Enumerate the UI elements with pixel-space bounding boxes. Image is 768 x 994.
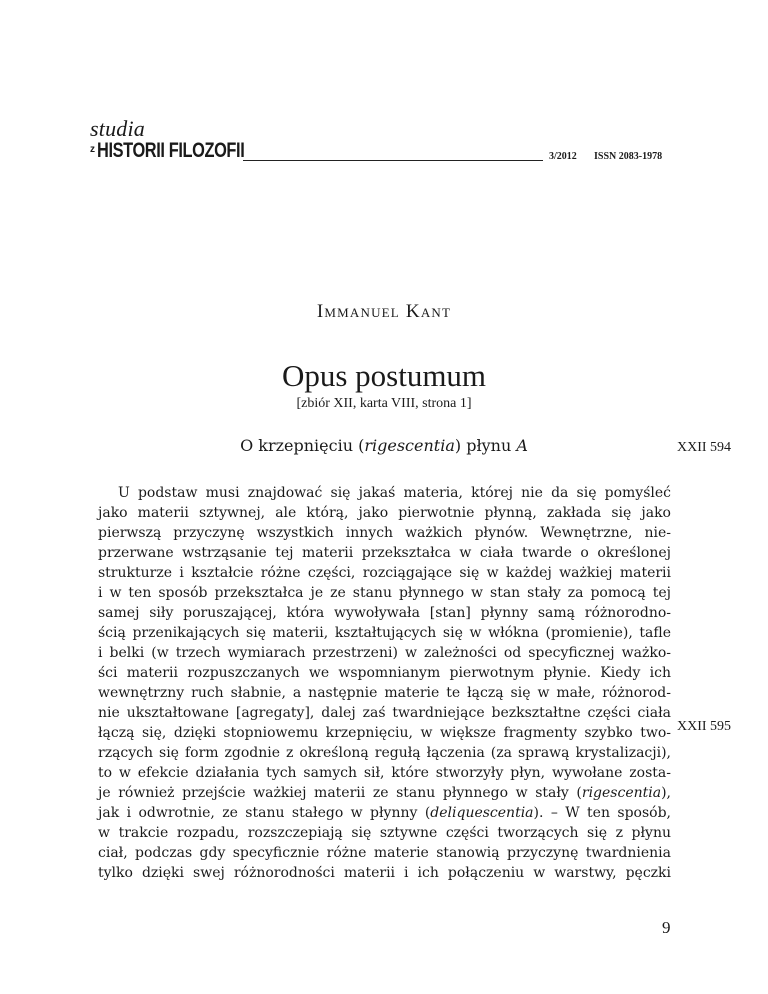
- text-line-part: jak i odwrotnie, ze stanu stałego w płynny (: [98, 805, 431, 821]
- text-line-part: ). – W ten sposób,: [533, 805, 671, 821]
- text-line: [98, 783, 671, 803]
- section-heading-mid: ) płynu: [454, 436, 517, 455]
- logo-studia: studia: [90, 116, 145, 141]
- page-number: 9: [662, 918, 671, 937]
- text-line: jako materii sztywnej, ale którą, jako pierwotnie płynną, zakłada się jako: [98, 505, 671, 521]
- article-title: Opus postumum: [281, 358, 487, 393]
- logo-historii-filozofii: HISTORII FILOZOFII: [97, 139, 245, 162]
- issn: ISSN 2083-1978: [594, 151, 663, 162]
- text-line: łączą się, dzięki stopniowemu krzepnięciu, w większe fragmenty szybko two-: [98, 725, 671, 741]
- issue-number: 3/2012: [549, 151, 577, 162]
- text-line: i w ten sposób przekształca je ze stanu płynnego w stan stały za pomocą tej: [98, 585, 671, 601]
- margin-note: XXII 594: [677, 440, 732, 455]
- section-heading-letter: A: [516, 436, 528, 455]
- text-line: strukturze i kształcie różne części, rozciągające się w każdej ważkiej materii: [98, 565, 671, 581]
- logo-row: [90, 140, 286, 162]
- author-name: Immanuel Kant: [316, 301, 452, 322]
- text-line: ciał, podczas gdy specyficznie różne materie stanowią przyczynę twardnienia: [98, 845, 671, 861]
- journal-logo: [90, 118, 286, 162]
- section-heading: [0, 436, 768, 455]
- text-line: rzących się form zgodnie z określoną regułą łączenia (za sprawą krystalizacji),: [98, 745, 671, 761]
- text-line-part: je również przejście ważkiej materii ze stanu płynnego w stały (: [98, 785, 582, 801]
- text-line-part: ),: [661, 785, 671, 801]
- text-line: samej siły poruszającej, która wywoływała [stan] płynny samą różnorodno-: [98, 605, 671, 621]
- article-subtitle: [zbiór XII, karta VIII, strona 1]: [296, 396, 472, 411]
- body-paragraph: [98, 483, 671, 883]
- text-line: U podstaw musi znajdować się jakaś materia, której nie da się pomyśleć: [118, 485, 671, 501]
- section-heading-italic: rigescentia: [364, 436, 455, 455]
- text-line: w trakcie rozpadu, rozszczepiają się sztywne części tworzących się z płynu: [98, 825, 671, 841]
- text-line: ścią przenikających się materii, kształtujących się w włókna (promienie), tafle: [98, 625, 671, 641]
- text-line-italic: deliquescentia: [430, 805, 534, 821]
- text-line: ści materii rozpuszczanych we wspomnianym pierwotnym płynie. Kiedy ich: [98, 665, 671, 681]
- text-line: tylko dzięki swej różnorodności materii i ich połączeniu w warstwy, pęczki: [98, 865, 671, 881]
- text-line: nie ukształtowane [agregaty], dalej zaś twardniejące bezkształtne części ciała: [98, 705, 671, 721]
- text-line-italic: rigescentia: [581, 785, 662, 801]
- text-line: przerwane wstrząsanie tej materii przekształca w ciała twarde o określonej: [98, 545, 671, 561]
- text-line: wewnętrzny ruch słabnie, a następnie materie te łączą się w małe, różnorod-: [98, 685, 671, 701]
- text-line: [98, 803, 671, 823]
- text-line: i belki (w trzech wymiarach przestrzeni) w zależności od specyficznej ważko-: [98, 645, 671, 661]
- text-line: to w efekcie działania tych samych sił, które stworzyły płyn, wywołane zosta-: [98, 765, 671, 781]
- header-rule: [243, 160, 543, 161]
- logo-z: z: [90, 144, 95, 155]
- section-heading-pre: O krzepnięciu (: [240, 436, 365, 455]
- text-line: pierwszą przyczynę wszystkich innych ważkich płynów. Wewnętrzne, nie-: [98, 525, 671, 541]
- margin-note: XXII 595: [677, 719, 732, 734]
